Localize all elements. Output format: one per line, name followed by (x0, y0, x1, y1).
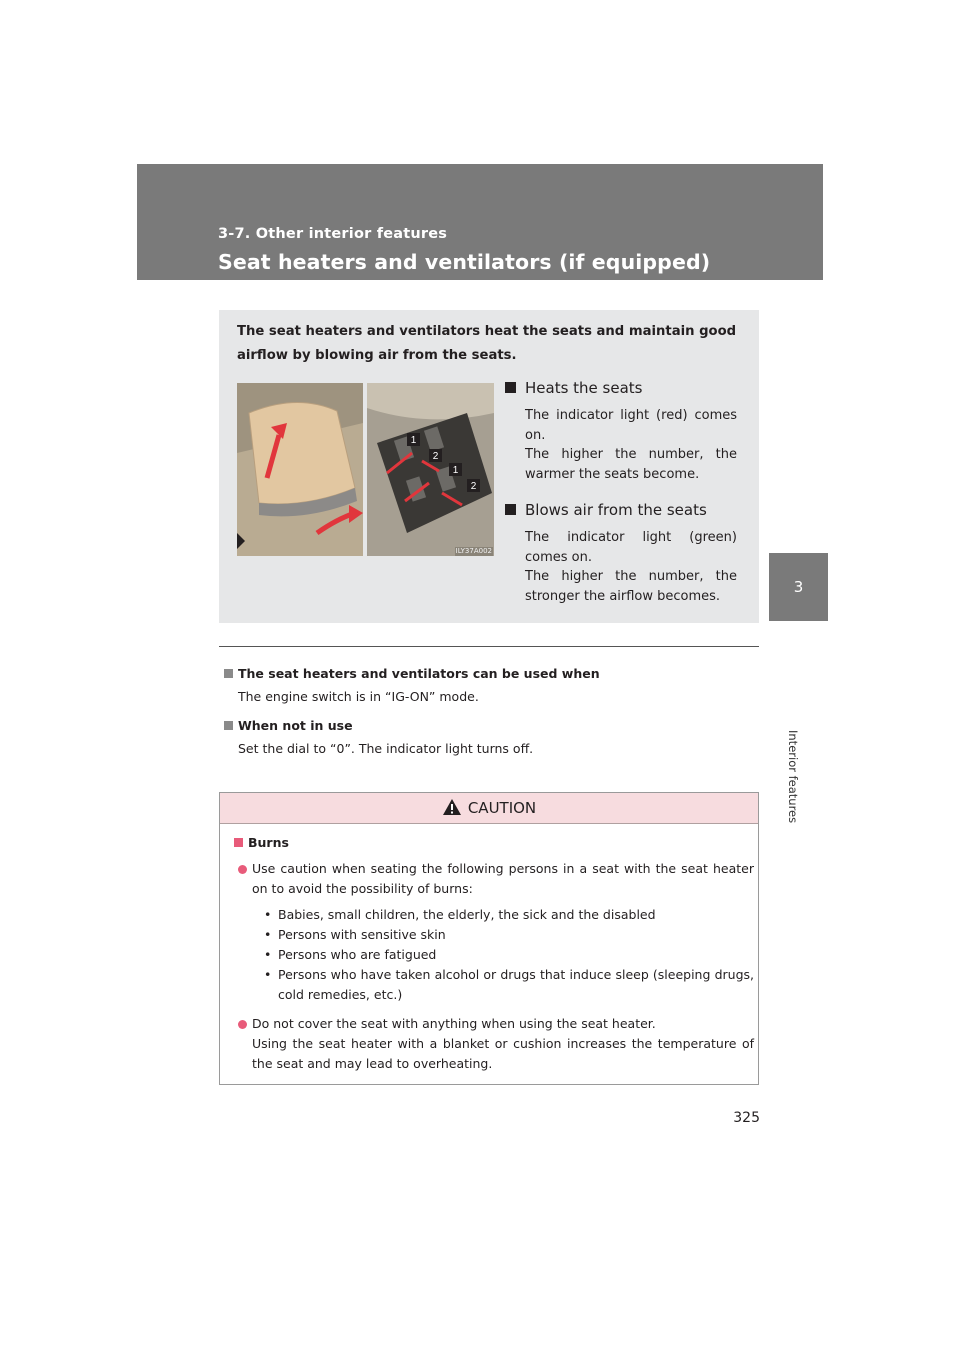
section-divider (219, 646, 759, 647)
seat-switch-illustration (367, 383, 494, 556)
armrest-photo (237, 383, 363, 556)
intro-text: The seat heaters and ventilators heat the seats and maintain good airflow by blowing air from the seats. (237, 324, 737, 363)
page-title: Seat heaters and ventilators (if equipped) (218, 250, 711, 274)
caution-sub-list (264, 905, 754, 1005)
svg-text:1: 1 (410, 435, 417, 446)
caution-item (234, 859, 754, 1005)
callout-desc-line: The indicator light (red) comes on. (525, 408, 737, 443)
callout-marker (505, 382, 516, 393)
caution-item-text: Using the seat heater with a blanket or cushion increases the temperature of the seat and may lead to overheating. (252, 1036, 754, 1071)
caution-item-text: Use caution when seating the following persons in a seat with the seat heater on to avoid the possibility of burns: (252, 861, 754, 896)
svg-text:2: 2 (470, 481, 477, 492)
callout-title: Blows air from the seats (525, 501, 707, 519)
caution-item (234, 1014, 754, 1074)
callout-heat (505, 376, 737, 484)
chapter-tab[interactable]: 3 (769, 553, 828, 621)
caution-heading: Burns (248, 835, 289, 850)
note-body: Set the dial to “0”. The indicator light turns off. (238, 741, 534, 756)
callout-desc (525, 406, 737, 484)
caution-box (219, 792, 759, 1085)
caution-item-text: Do not cover the seat with anything when using the seat heater. (252, 1016, 656, 1031)
callout-desc-line: The higher the number, the warmer the seats become. (525, 447, 737, 482)
callout-desc (525, 528, 737, 606)
caution-sub-item: • Persons who have taken alcohol or drugs that induce sleep (sleeping drugs, cold remedies, etc.) (264, 967, 754, 1002)
square-bullet-icon (234, 838, 243, 847)
armrest-illustration (237, 383, 363, 556)
intro-box (219, 310, 759, 623)
square-bullet-icon (224, 669, 233, 678)
callout-desc-line: The higher the number, the stronger the airflow becomes. (525, 569, 737, 604)
caution-sub-item: • Babies, small children, the elderly, the sick and the disabled (264, 907, 656, 922)
caution-sub-item: • Persons with sensitive skin (264, 927, 446, 942)
caution-sub-item: • Persons who are fatigued (264, 947, 437, 962)
svg-text:2: 2 (432, 451, 439, 462)
image-code: ILY37A002 (455, 547, 492, 555)
note-body: The engine switch is in “IG-ON” mode. (238, 689, 479, 704)
caution-body (234, 835, 754, 1074)
warning-icon (442, 798, 462, 820)
seat-switch-photo (367, 383, 494, 556)
svg-text:1: 1 (452, 465, 459, 476)
callout-desc-line: The indicator light (green) comes on. (525, 530, 737, 565)
callout-ventilate (505, 498, 737, 606)
page-number: 325 (733, 1110, 760, 1126)
circle-bullet-icon (238, 1020, 247, 1029)
caution-title: CAUTION (467, 799, 537, 817)
note-heading: The seat heaters and ventilators can be used when (238, 666, 600, 681)
chapter-label-text: Interior features (786, 730, 800, 824)
square-bullet-icon (224, 721, 233, 730)
circle-bullet-icon (238, 865, 247, 874)
section-label: 3-7. Other interior features (218, 226, 448, 242)
caution-header (220, 793, 758, 824)
callout-list (505, 376, 737, 620)
callout-title: Heats the seats (525, 379, 643, 397)
note-heading: When not in use (238, 718, 353, 733)
note-not-in-use (224, 718, 533, 756)
note-usage (224, 666, 600, 704)
page-header (137, 164, 823, 280)
callout-marker (505, 504, 516, 515)
chapter-label (786, 640, 814, 824)
